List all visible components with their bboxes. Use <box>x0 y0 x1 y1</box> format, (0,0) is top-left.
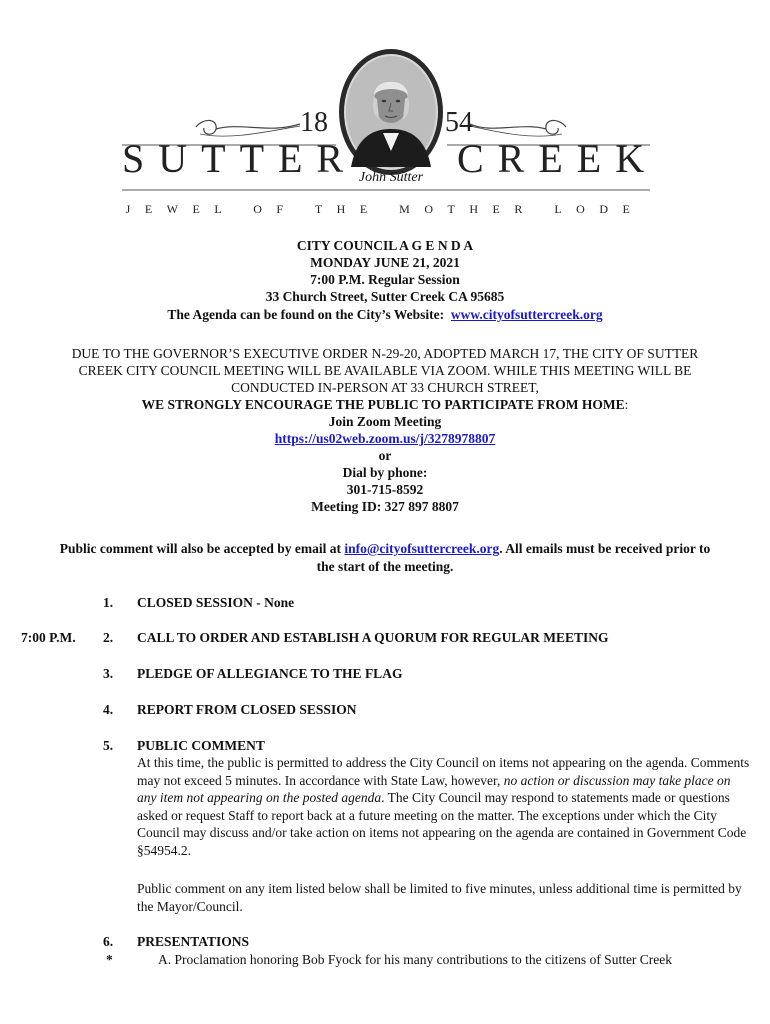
zoom-notice <box>55 345 715 515</box>
wordmark-creek: CREEK <box>457 136 659 181</box>
zoom-label: Join Zoom Meeting <box>328 414 442 429</box>
dial-label: Dial by phone: <box>342 465 428 480</box>
item-number-1: 1. <box>103 595 114 610</box>
email-comment-notice <box>55 540 715 576</box>
notice-emphasis <box>55 396 715 413</box>
meeting-id: Meeting ID: 327 897 8807 <box>311 499 459 514</box>
signature: John Sutter <box>358 170 424 185</box>
item-time-2: 7:00 P.M. <box>21 630 76 645</box>
item-title-1: CLOSED SESSION - None <box>137 595 295 610</box>
email-prefix: Public comment will also be accepted by email at <box>59 541 341 556</box>
item-number-4: 4. <box>103 702 114 717</box>
letterhead <box>0 0 770 225</box>
meeting-address: 33 Church Street, Sutter Creek CA 95685 <box>265 289 505 304</box>
public-comment-text-a: At this time, the public is permitted to address the City Council on items not appearing on the agenda. Comments may not exceed 5 minutes. In accordance with State Law, however, <box>137 755 750 788</box>
email-suffix: . All emails must be received prior to the start of the meeting. <box>316 541 711 574</box>
notice-emphasis-text: WE STRONGLY ENCOURAGE THE PUBLIC TO PARTICIPATE FROM HOME <box>141 397 625 412</box>
year-left: 18 <box>300 107 328 138</box>
item-title-4: REPORT FROM CLOSED SESSION <box>137 702 357 717</box>
tagline: JEWEL OF THE MOTHER LODE <box>125 202 645 216</box>
website-prefix: The Agenda can be found on the City’s Website: <box>167 307 445 322</box>
public-comment-italic: no action or discussion may take place on any item not appearing on the posted agenda <box>137 772 731 805</box>
year-right: 54 <box>445 107 473 138</box>
session-time: 7:00 P.M. Regular Session <box>310 272 460 287</box>
item-number-2: 2. <box>103 630 114 645</box>
website-line <box>0 306 770 323</box>
item-title-2: CALL TO ORDER AND ESTABLISH A QUORUM FOR REGULAR MEETING <box>137 630 609 645</box>
phone-number: 301-715-8592 <box>346 482 424 497</box>
item-title-3: PLEDGE OF ALLEGIANCE TO THE FLAG <box>137 666 403 681</box>
notice-emphasis-suffix: : <box>624 397 629 412</box>
item-title-6: PRESENTATIONS <box>137 934 250 949</box>
zoom-link[interactable]: https://us02web.zoom.us/j/3278978807 <box>274 431 496 446</box>
agenda-title: CITY COUNCIL A G E N D A <box>296 238 474 253</box>
email-link[interactable]: info@cityofsuttercreek.org <box>344 541 500 556</box>
meeting-date: MONDAY JUNE 21, 2021 <box>310 255 460 270</box>
notice-text: DUE TO THE GOVERNOR’S EXECUTIVE ORDER N-29-20, ADOPTED MARCH 17, THE CITY OF SUTTER CREEK CITY COUNCIL MEETING WILL BE AVAILABLE VIA ZOOM. WHILE THIS MEETING WILL BE CONDUCTED IN-PERSON AT 33 CHURCH STREET, <box>71 346 699 395</box>
public-comment-text-b: . The City Council may respond to statements made or questions asked or request Staff to report back at a future meeting on the matter. The exceptions under which the City Council may discuss and/or take action on items not appearing on the agenda are contained in Government Code §54954.2. <box>137 790 747 858</box>
presentation-marker: * <box>106 952 113 967</box>
item-title-5: PUBLIC COMMENT <box>137 738 265 753</box>
item-number-6: 6. <box>103 934 114 949</box>
or-label: or <box>378 448 392 463</box>
public-comment-limit: Public comment on any item listed below shall be limited to five minutes, unless additional time is permitted by the Mayor/Council. <box>137 881 742 914</box>
wordmark-sutter: SUTTER <box>122 136 358 181</box>
website-link[interactable]: www.cityofsuttercreek.org <box>450 307 603 322</box>
public-comment-paragraph <box>137 754 752 859</box>
item-number-5: 5. <box>103 738 114 753</box>
presentation-item-a: A. Proclamation honoring Bob Fyock for his many contributions to the citizens of Sutter Creek <box>158 952 673 967</box>
item-number-3: 3. <box>103 666 114 681</box>
